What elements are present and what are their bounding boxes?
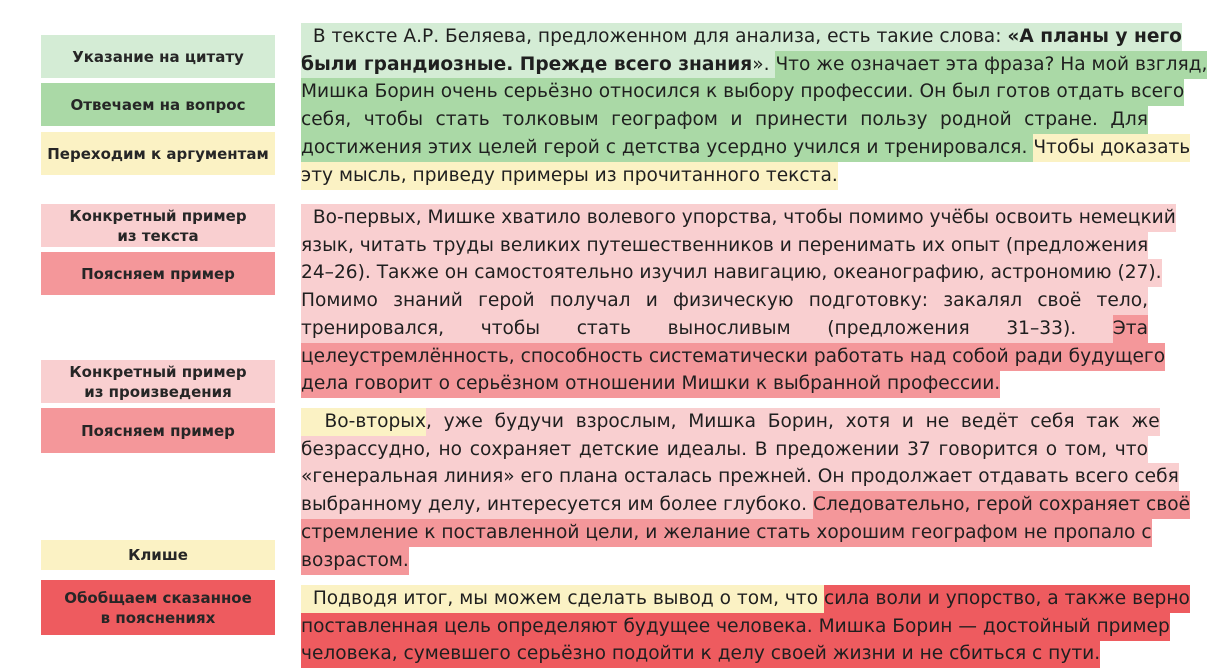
- essay-line: [301, 315, 1148, 343]
- highlight-answer: Что же означает эта фраза? На мой взгляд,: [775, 51, 1207, 79]
- highlight-explain: стремление к поставленной цели, и желание стать хорошим географом не пропало с: [301, 519, 1152, 547]
- highlight-explain: возрастом.: [301, 547, 409, 575]
- highlight-argument: Во-вторых: [301, 408, 426, 436]
- legend-argument: Переходим к аргументам: [41, 132, 275, 175]
- highlight-example: Мишке хватило волевого упорства, чтобы помимо учёбы освоить немецкий: [428, 204, 1176, 232]
- essay-line: [301, 547, 1148, 575]
- essay-line: [301, 23, 1182, 51]
- highlight-example: 24–26). Также он самостоятельно изучил навигацию, океанографию, астрономию (27).: [301, 259, 1162, 287]
- highlight-quote: ».: [752, 51, 775, 79]
- essay-line: [301, 232, 1148, 260]
- highlight-quote: В тексте А.Р. Беляева, предложенном для анализа, есть такие слова:: [301, 23, 1007, 51]
- legend-quote: Указание на цитату: [41, 35, 275, 78]
- legend-answer: Отвечаем на вопрос: [41, 83, 275, 126]
- legend-cliche: Клише: [41, 540, 275, 570]
- essay-line: [301, 51, 1207, 79]
- highlight-example: тренировался, чтобы стать выносливым (предложения 31–33).: [301, 315, 1113, 343]
- highlight-quote: «А планы у него: [1007, 23, 1182, 51]
- highlight-summary: поставленная цель определяют будущее человека. Мишка Борин — достойный пример: [301, 613, 1170, 641]
- essay-line: [301, 585, 1190, 613]
- highlight-explain: целеустремлённость, способность систематически работать над собой ради будущего: [301, 343, 1165, 371]
- highlight-cliche: Подводя итог, мы можем сделать вывод о том, что: [301, 585, 824, 613]
- highlight-argument: эту мысль, приведу примеры из прочитанного текста.: [301, 162, 838, 190]
- highlight-example: язык, читать труды великих путешественников и перенимать их опыт (предложения: [301, 232, 1148, 260]
- legend-explain-1: Поясняем пример: [41, 252, 275, 295]
- essay-line: [301, 408, 1160, 436]
- essay-line: [301, 463, 1179, 491]
- highlight-argument: Чтобы доказать: [1033, 134, 1190, 162]
- legend-summary: Обобщаем сказанное в пояснениях: [41, 580, 275, 635]
- highlight-answer: достижения этих целей герой с детства усердно учился и тренировался.: [301, 134, 1033, 162]
- essay-line: [301, 162, 1148, 190]
- highlight-example: , уже будучи взрослым, Мишка Борин, хотя и не ведёт себя так же: [426, 408, 1160, 436]
- highlight-example: выбранному делу, интересуется им более глубоко.: [301, 491, 813, 519]
- essay-line: [301, 436, 1148, 464]
- essay-line: [301, 613, 1170, 641]
- essay-line: [301, 204, 1176, 232]
- highlight-example: Помимо знаний герой получал и физическую подготовку: закалял своё тело,: [301, 287, 1148, 315]
- highlight-example: Во-первых,: [301, 204, 428, 232]
- highlight-summary: человека, сумевшего серьёзно подойти к делу своей жизни и не сбиться с пути.: [301, 640, 1100, 668]
- legend-example-work: Конкретный пример из произведения: [41, 360, 275, 403]
- essay-line: [301, 134, 1191, 162]
- highlight-example: безрассудно, но сохраняет детские идеалы. В предожении 37 говорится о том, что: [301, 436, 1148, 464]
- essay-line: [301, 287, 1148, 315]
- essay-line: [301, 491, 1191, 519]
- highlight-explain: Эта: [1113, 315, 1148, 343]
- essay-line: [301, 370, 1148, 398]
- highlight-example: «генеральная линия» его плана осталась прежней. Он продолжает отдавать всего себя: [301, 463, 1179, 491]
- essay-line: [301, 640, 1148, 668]
- highlight-summary: сила воли и упорство, а также верно: [824, 585, 1190, 613]
- essay-line: [301, 259, 1162, 287]
- legend-explain-2: Поясняем пример: [41, 408, 275, 453]
- essay-line: [301, 78, 1185, 106]
- highlight-answer: себя, чтобы стать толковым географом и принести пользу родной стране. Для: [301, 106, 1148, 134]
- essay-line: [301, 106, 1148, 134]
- essay-line: [301, 519, 1152, 547]
- essay-line: [301, 343, 1166, 371]
- legend-example-text: Конкретный пример из текста: [41, 204, 275, 247]
- highlight-explain: Следовательно, герой сохраняет своё: [813, 491, 1190, 519]
- highlight-quote: были грандиозные. Прежде всего знания: [301, 51, 752, 79]
- highlight-explain: дела говорит о серьёзном отношении Мишки к выбранной профессии.: [301, 370, 1000, 398]
- highlight-answer: Мишка Борин очень серьёзно относился к выбору профессии. Он был готов отдать всего: [301, 78, 1184, 106]
